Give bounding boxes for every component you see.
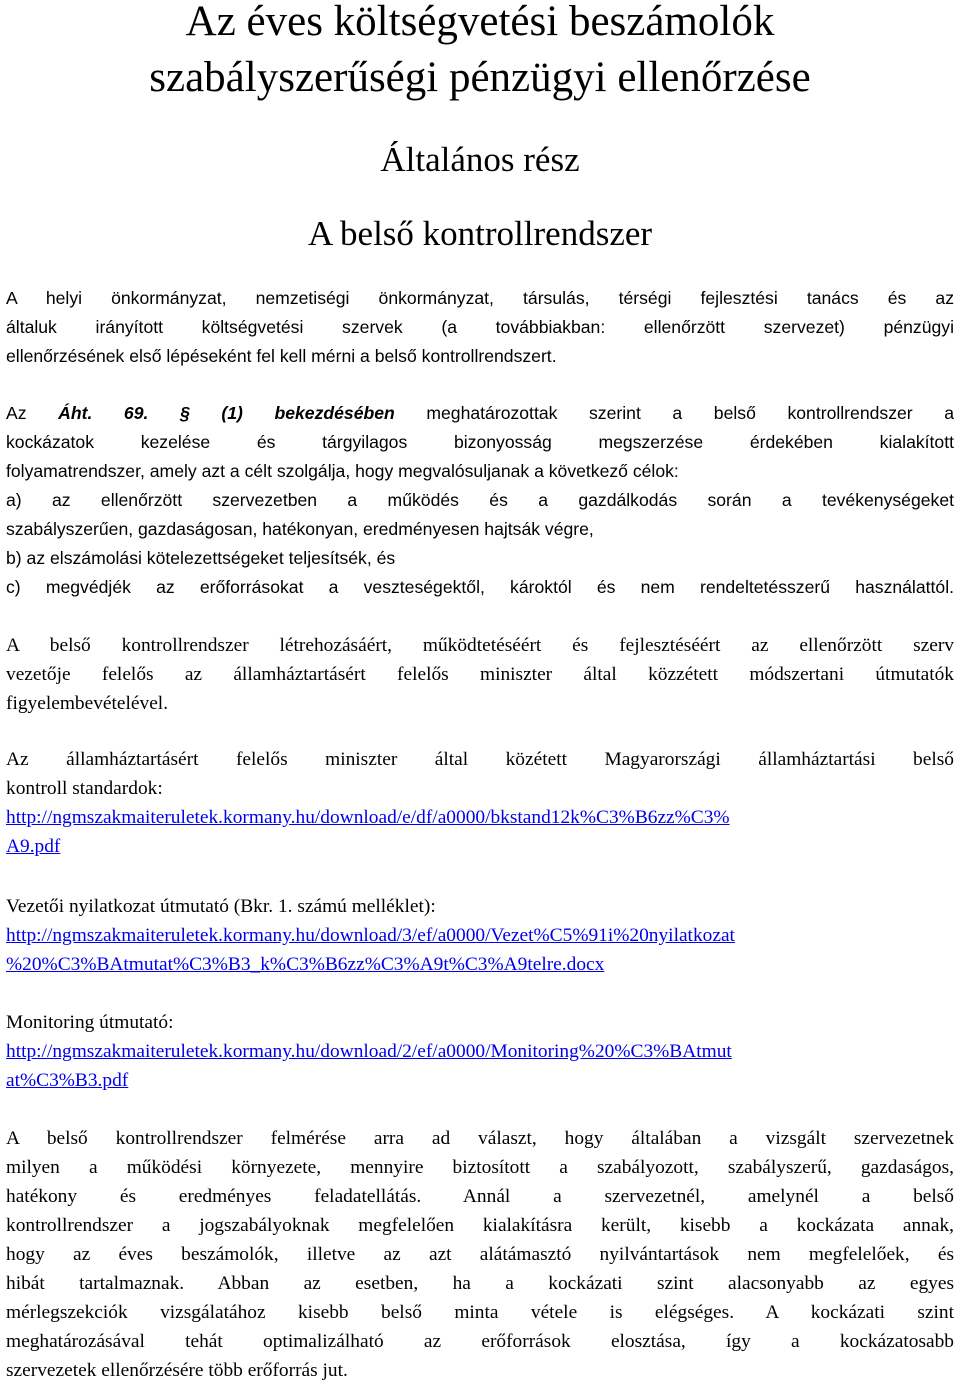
standards-line: Az államháztartásért felelős miniszter által közétett Magyarországi államháztartási belső bbox=[6, 749, 954, 770]
declaration-link-line-1 bbox=[6, 921, 954, 950]
assessment-line: hibát tartalmaznak. Abban az esetben, ha a kockázati szint alacsonyabb az egyes bbox=[6, 1273, 954, 1294]
monitoring-link-line-2 bbox=[6, 1066, 954, 1095]
subsection-heading: A belső kontrollrendszer bbox=[307, 214, 653, 253]
declaration-paragraph bbox=[6, 892, 954, 979]
aht-line: kockázatok kezelése és tárgyilagos bizonyosság megszerzése érdekében kialakított bbox=[6, 432, 954, 452]
monitoring-link-continued[interactable]: at%C3%B3.pdf bbox=[6, 1070, 129, 1091]
assessment-line: milyen a működési környezete, mennyire biztosított a szabályozott, szabályszerű, gazdaságos, bbox=[6, 1157, 954, 1178]
assessment-line: hogy az éves beszámolók, illetve az azt alátámasztó nyilvántartások nem megfelelőek, és bbox=[6, 1244, 954, 1265]
aht-legal-reference: Áht. 69. § (1) bekezdésében bbox=[58, 403, 395, 423]
declaration-link-line-2 bbox=[6, 950, 954, 979]
assessment-line: meghatározásával tehát optimalizálható az erőforrások elosztása, így a kockázatosabb bbox=[6, 1331, 954, 1352]
aht-line-1-rest: meghatározottak szerint a belső kontrollrendszer a bbox=[394, 403, 955, 423]
responsibility-line: A belső kontrollrendszer létrehozásáért, működtetéséért és fejlesztéséért az ellenőrzött szerv bbox=[6, 635, 954, 656]
aht-line: szabályszerűen, gazdaságosan, hatékonyan, eredményesen hajtsák végre, bbox=[6, 519, 594, 539]
section-heading: Általános rész bbox=[380, 140, 580, 179]
assessment-paragraph bbox=[6, 1124, 954, 1385]
aht-list-item-b: b) az elszámolási kötelezettségeket teljesítsék, és bbox=[6, 548, 396, 568]
responsibility-line: figyelembevételével. bbox=[6, 693, 169, 714]
assessment-line: A belső kontrollrendszer felmérése arra ad választ, hogy általában a vizsgált szervezetnek bbox=[6, 1128, 954, 1149]
aht-prefix: Az bbox=[6, 403, 59, 423]
intro-paragraph bbox=[6, 284, 954, 371]
intro-line: ellenőrzésének első lépéseként fel kell mérni a belső kontrollrendszert. bbox=[6, 346, 557, 366]
standards-paragraph bbox=[6, 745, 954, 861]
assessment-line: mérlegszekciók vizsgálatához kisebb belső minta vétele is elégséges. A kockázati szint bbox=[6, 1302, 954, 1323]
aht-line: folyamatrendszer, amely azt a célt szolgálja, hogy megvalósuljanak a következő célok: bbox=[6, 461, 679, 481]
intro-line: általuk irányított költségvetési szervek (a továbbiakban: ellenőrzött szervezet) pénzügyi bbox=[6, 317, 954, 337]
intro-line: A helyi önkormányzat, nemzetiségi önkormányzat, társulás, térségi fejlesztési tanács és az bbox=[6, 288, 954, 308]
aht-paragraph bbox=[6, 399, 954, 602]
standards-link-line-2 bbox=[6, 832, 954, 861]
monitoring-paragraph bbox=[6, 1008, 954, 1095]
declaration-label: Vezetői nyilatkozat útmutató (Bkr. 1. számú melléklet): bbox=[6, 896, 436, 917]
assessment-line: hatékony és eredményes feladatellátás. Annál a szervezetnél, amelynél a belső bbox=[6, 1186, 954, 1207]
standards-link-continued[interactable]: A9.pdf bbox=[6, 836, 61, 857]
monitoring-link[interactable]: http://ngmszakmaiteruletek.kormany.hu/download/2/ef/a0000/Monitoring%20%C3%BAtmut bbox=[6, 1041, 732, 1062]
declaration-link-continued[interactable]: %20%C3%BAtmutat%C3%B3_k%C3%B6zz%C3%A9t%C3%A9telre.docx bbox=[6, 954, 605, 975]
aht-list-item-c: c) megvédjék az erőforrásokat a veszteségektől, károktól és nem rendeltetésszerű használattól. bbox=[6, 577, 954, 597]
responsibility-paragraph bbox=[6, 631, 954, 718]
monitoring-label: Monitoring útmutató: bbox=[6, 1012, 174, 1033]
assessment-line: szervezetek ellenőrzésére több erőforrás jut. bbox=[6, 1360, 348, 1381]
aht-list-item-a: a) az ellenőrzött szervezetben a működés és a gazdálkodás során a tevékenységeket bbox=[6, 490, 954, 510]
standards-line: kontroll standardok: bbox=[6, 778, 163, 799]
standards-link[interactable]: http://ngmszakmaiteruletek.kormany.hu/download/e/df/a0000/bkstand12k%C3%B6zz%C3% bbox=[6, 807, 730, 828]
standards-link-line-1 bbox=[6, 803, 954, 832]
monitoring-link-line-1 bbox=[6, 1037, 954, 1066]
aht-line-1 bbox=[6, 399, 954, 428]
assessment-line: kontrollrendszer a jogszabályoknak megfelelően kialakításra került, kisebb a kockázata annak, bbox=[6, 1215, 954, 1236]
document-title-line-1: Az éves költségvetési beszámolók bbox=[185, 0, 775, 45]
responsibility-line: vezetője felelős az államháztartásért felelős miniszter által közzétett módszertani útmutatók bbox=[6, 664, 954, 685]
declaration-link[interactable]: http://ngmszakmaiteruletek.kormany.hu/download/3/ef/a0000/Vezet%C5%91i%20nyilatkozat bbox=[6, 925, 735, 946]
document-title-line-2: szabályszerűségi pénzügyi ellenőrzése bbox=[149, 54, 811, 101]
